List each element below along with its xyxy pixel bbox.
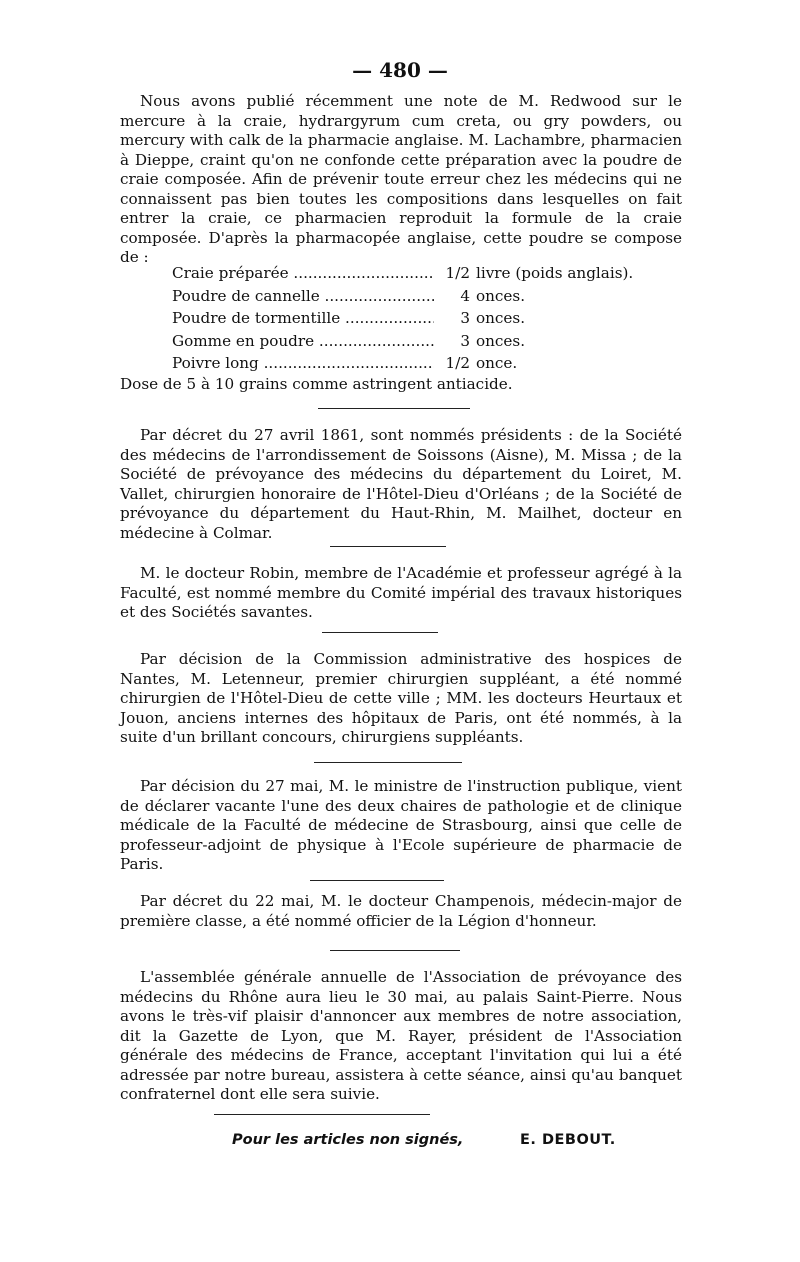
- recipe-row: [172, 352, 672, 375]
- recipe-row: [172, 285, 672, 308]
- recipe-quantity: 1/2: [445, 264, 470, 282]
- recipe-unit: onces.: [476, 331, 526, 350]
- intro-paragraph: [120, 92, 682, 268]
- recipe-row: [172, 330, 672, 353]
- signature-note: Pour les articles non signés,: [232, 1132, 464, 1148]
- intro-text: Nous avons publié récemment une note de M. Redwood sur le mercure à la craie, hydrargyrum cum creta, ou gry powders, ou mercury with calk de la pharmacie anglaise. M. Lachambre, pharmacien à Dieppe, craint qu'on ne confonde cette préparation avec la poudre de craie composée. Afin de prévenir toute erreur chez les médecins qui ne connaissent pas bien toutes les compositions dans lesquelles on fait entrer la craie, ce pharmacien reproduit la formule de la craie composée. D'après la pharmacopée anglaise, cette poudre se compose de :: [120, 92, 682, 266]
- dose-line: Dose de 5 à 10 grains comme astringent antiacide.: [120, 375, 513, 393]
- recipe-row: [172, 307, 672, 330]
- section-divider: [330, 950, 460, 951]
- news-text: Par décret du 27 avril 1861, sont nommés présidents : de la Société des médecins de l'arrondissement de Soissons (Aisne), M. Missa ; de la Société de prévoyance des médecins du département du Loiret, M. Vallet, chirurgien honoraire de l'Hôtel-Dieu d'Orléans ; de la Société de prévoyance du département du Haut-Rhin, M. Mailhet, docteur en médecine à Colmar.: [120, 426, 682, 542]
- section-divider: [322, 632, 438, 633]
- recipe-quantity: 3: [460, 309, 470, 328]
- recipe-row: [172, 262, 672, 285]
- signature-divider: [214, 1114, 430, 1115]
- news-text: Par décret du 22 mai, M. le docteur Champenois, médecin-major de première classe, a été nommé officier de la Légion d'honneur.: [120, 892, 682, 930]
- recipe-quantity: 1/2: [445, 354, 470, 373]
- news-text: Par décision du 27 mai, M. le ministre de l'instruction publique, vient de déclarer vacante l'une des deux chaires de pathologie et de clinique médicale de la Faculté de médecine de Strasbourg, ainsi que celle de professeur-adjoint de physique à l'Ecole supérieure de pharmacie de Paris.: [120, 777, 682, 873]
- recipe-quantity: 3: [460, 331, 470, 350]
- news-paragraph-decree-presidents: [120, 426, 682, 543]
- news-paragraph-nantes: [120, 650, 682, 748]
- recipe-ingredient: Poivre long .....: [172, 352, 434, 375]
- recipe-ingredient: Gomme en poudre .....: [172, 330, 434, 353]
- section-divider: [330, 546, 446, 547]
- news-text: Par décision de la Commission administrative des hospices de Nantes, M. Letenneur, premier chirurgien suppléant, a été nommé chirurgien de l'Hôtel-Dieu de cette ville ; MM. les docteurs Heurtaux et Jouon, anciens internes des hôpitaux de Paris, ont été nommés, à la suite d'un brillant concours, chirurgiens suppléants.: [120, 650, 682, 746]
- news-paragraph-strasbourg: [120, 777, 682, 875]
- recipe-ingredient: Craie préparée .....: [172, 262, 434, 285]
- news-paragraph-robin: [120, 564, 682, 623]
- recipe-unit: once.: [476, 354, 518, 373]
- recipe-ingredient: Poudre de cannelle .....: [172, 285, 434, 308]
- recipe-unit: livre (poids anglais).: [476, 264, 634, 282]
- news-text: L'assemblée générale annuelle de l'Association de prévoyance des médecins du Rhône aura lieu le 30 mai, au palais Saint-Pierre. Nous avons le très-vif plaisir d'annoncer aux membres de notre association, dit la Gazette de Lyon, que M. Rayer, président de l'Association générale des médecins de France, acceptant l'invitation qui lui a été adressée par notre bureau, assistera à cette séance, ainsi qu'au banquet confraternel dont elle sera suivie.: [120, 968, 682, 1103]
- recipe-quantity: 4: [460, 286, 470, 305]
- recipe-unit: onces.: [476, 286, 526, 305]
- news-paragraph-assembly: [120, 968, 682, 1105]
- signature-name: E. DEBOUT.: [520, 1132, 616, 1148]
- section-divider: [314, 762, 462, 763]
- page-number: — 480 —: [352, 58, 448, 82]
- recipe-ingredient: Poudre de tormentille .....: [172, 307, 434, 330]
- recipe-unit: onces.: [476, 309, 526, 328]
- news-paragraph-champenois: [120, 892, 682, 931]
- section-divider: [318, 408, 470, 409]
- recipe-list: [172, 262, 672, 375]
- section-divider: [310, 880, 444, 881]
- news-text: M. le docteur Robin, membre de l'Académie et professeur agrégé à la Faculté, est nommé membre du Comité impérial des travaux historiques et des Sociétés savantes.: [120, 564, 682, 621]
